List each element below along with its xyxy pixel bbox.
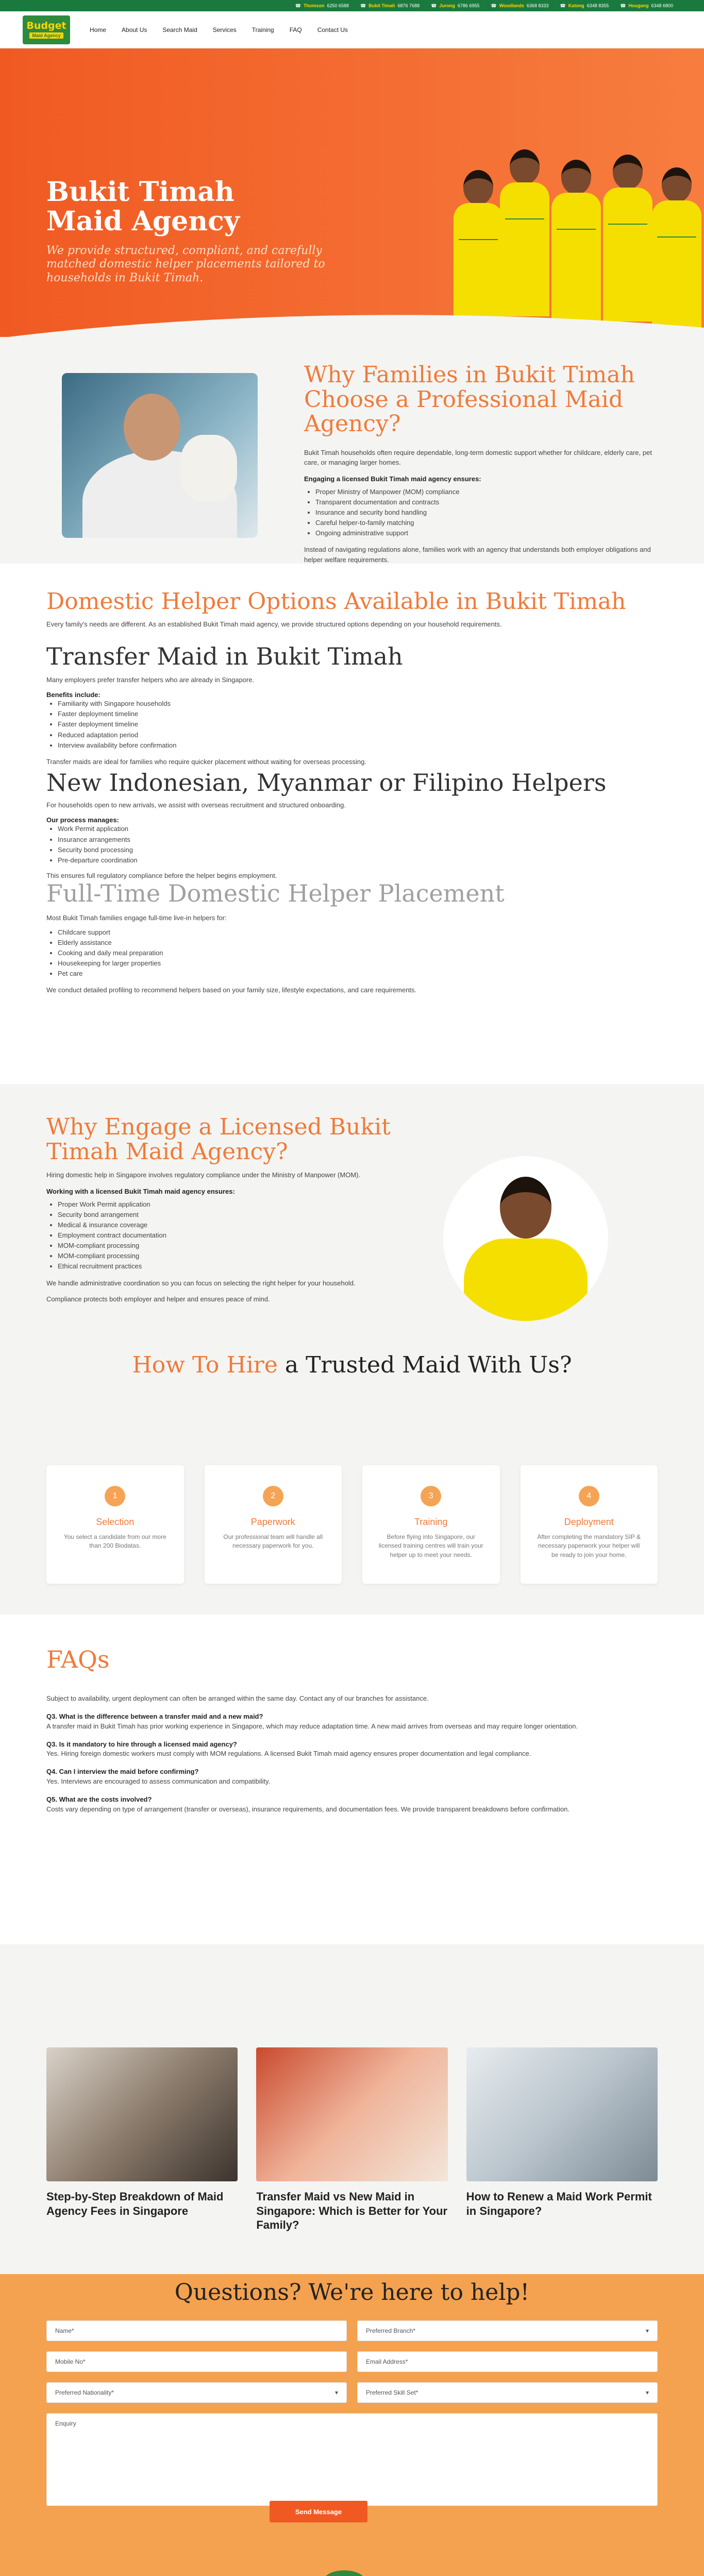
transfer-benefits-list — [46, 699, 658, 751]
list-item: • Security bond arrangement — [58, 1210, 417, 1220]
new-process-list — [46, 824, 658, 866]
new-intro: For households open to new arrivals, we assist with overseas recruitment and structured onboarding. — [46, 801, 346, 809]
hero-title: Bukit Timah Maid Agency — [46, 176, 240, 238]
faq-question: Q4. Can I interview the maid before confirming? — [46, 1768, 199, 1776]
why-engage-list — [46, 1199, 417, 1272]
branch-phone-bar — [0, 0, 704, 11]
nav-item[interactable]: About Us — [122, 26, 147, 33]
step-desc: You select a candidate from our more than 200 Biodatas. — [63, 1533, 166, 1550]
faq-answer: Costs vary depending on type of arrangement (transfer or overseas), insurance requirements, and documentation fees. We provide transparent breakdowns before confirmation. — [46, 1805, 570, 1813]
why-engage-note2: Compliance protects both employer and helper and ensures peace of mind. — [46, 1295, 270, 1303]
faq-question: Q3. What is the difference between a transfer maid and a new maid? — [46, 1712, 263, 1720]
faq-answer: A transfer maid in Bukit Timah has prior working experience in Singapore, which may reduce adaptation time. A new maid arrives from overseas and may require longer orientation. — [46, 1722, 578, 1730]
why-engage-section — [0, 1084, 704, 1445]
fulltime-intro: Most Bukit Timah families engage full-time live-in helpers for: — [46, 914, 227, 922]
list-item: • Cooking and daily meal preparation — [58, 948, 658, 958]
fulltime-list — [46, 927, 658, 979]
topbar-branch[interactable]: ☎ Woodlands 6368 8333 — [491, 3, 549, 8]
skill-set-select[interactable]: Preferred Skill Set* ▾ — [357, 2382, 658, 2403]
list-item: • Medical & insurance coverage — [58, 1220, 417, 1230]
list-item: • Faster deployment timeline — [58, 709, 658, 719]
list-item: • Employment contract documentation — [58, 1230, 417, 1241]
list-item: • Interview availability before confirmation — [58, 740, 658, 751]
list-item: • Housekeeping for larger properties — [58, 958, 658, 969]
faq-answer: Subject to availability, urgent deployment can often be arranged within the same day. Contact any of our branches for assistance. — [46, 1694, 429, 1702]
list-item: • MOM-compliant processing — [58, 1251, 417, 1261]
send-message-button[interactable]: Send Message — [270, 2501, 367, 2522]
enquiry-textarea[interactable]: Enquiry — [46, 2413, 658, 2506]
maid-portrait — [443, 1156, 608, 1321]
faq-title: FAQs — [46, 1646, 110, 1673]
fulltime-outro: We conduct detailed profiling to recommend helpers based on your family size, lifestyle expectations, and care requirements. — [46, 986, 417, 994]
helper-care-photo — [62, 373, 258, 538]
blog-section — [0, 1944, 704, 2274]
faq-item[interactable] — [46, 1740, 658, 1759]
topbar-branch[interactable]: ☎ Bukit Timah 6876 7688 — [360, 3, 420, 8]
why-engage-note1: We handle administrative coordination so you can focus on selecting the right helper for your household. — [46, 1279, 356, 1287]
step-title: Deployment — [564, 1517, 614, 1527]
faq-item[interactable] — [46, 1694, 658, 1704]
list-item: • Pet care — [58, 969, 658, 979]
nav-item[interactable]: Training — [252, 26, 274, 33]
step-number: 2 — [263, 1486, 283, 1506]
new-helpers-title: New Indonesian, Myanmar or Filipino Helpers — [46, 769, 607, 797]
hero-banner — [0, 48, 704, 337]
enquiry-form — [46, 2320, 658, 2516]
blog-card-image — [46, 2047, 238, 2181]
blog-card[interactable] — [466, 2047, 658, 2232]
benefits-label: Benefits include: — [46, 691, 100, 699]
list-item: • Careful helper-to-family matching — [315, 518, 665, 528]
nationality-select[interactable]: Preferred Nationality* ▾ — [46, 2382, 347, 2403]
why-families-title: Why Families in Bukit Timah Choose a Professional Maid Agency? — [304, 362, 635, 437]
name-field[interactable]: Name* — [46, 2320, 347, 2341]
hero-maids-photo — [454, 90, 704, 337]
mobile-field[interactable]: Mobile No* — [46, 2351, 347, 2372]
faq-item[interactable] — [46, 1712, 658, 1732]
hire-step-card — [362, 1465, 500, 1584]
hire-step-card — [521, 1465, 658, 1584]
why-families-lead: Engaging a licensed Bukit Timah maid agency ensures: — [304, 474, 481, 483]
hire-step-card — [205, 1465, 342, 1584]
nav-item[interactable]: Home — [90, 26, 107, 33]
faq-question: Q5. What are the costs involved? — [46, 1795, 152, 1803]
preferred-branch-select[interactable]: Preferred Branch* ▾ — [357, 2320, 658, 2341]
list-item: • Pre-departure coordination — [58, 855, 658, 866]
why-engage-lead: Working with a licensed Bukit Timah maid agency ensures: — [46, 1187, 235, 1195]
how-to-hire-heading: How To Hire a Trusted Maid With Us? — [132, 1352, 572, 1378]
process-label: Our process manages: — [46, 816, 119, 824]
phone-icon: ☎ — [491, 3, 497, 8]
list-item: • Insurance and security bond handling — [315, 507, 665, 518]
step-title: Training — [414, 1517, 448, 1527]
faq-answer: Yes. Hiring foreign domestic workers must comply with MOM regulations. A licensed Bukit Timah maid agency ensures proper documentation and legal compliance. — [46, 1750, 531, 1758]
phone-icon: ☎ — [431, 3, 437, 8]
list-item: • Proper Ministry of Manpower (MOM) compliance — [315, 487, 665, 497]
logo-line1: Budget — [26, 20, 66, 31]
email-field[interactable]: Email Address* — [357, 2351, 658, 2372]
blog-card-title[interactable]: Transfer Maid vs New Maid in Singapore: Which is Better for Your Family? — [256, 2190, 448, 2231]
logo-line2: Maid Agency — [29, 32, 63, 39]
topbar-branch[interactable]: ☎ Katong 6348 8355 — [560, 3, 609, 8]
nav-item[interactable]: FAQ — [289, 26, 302, 33]
nav-item[interactable]: Search Maid — [162, 26, 197, 33]
list-item: • Transparent documentation and contracts — [315, 497, 665, 507]
blog-card-title[interactable]: Step-by-Step Breakdown of Maid Agency Fees in Singapore — [46, 2190, 224, 2217]
chevron-down-icon: ▾ — [334, 2389, 338, 2396]
hero-subtitle: We provide structured, compliant, and carefully matched domestic helper placements tailored to households in Bukit Timah. — [46, 244, 325, 284]
blog-card-image — [256, 2047, 447, 2181]
topbar-branch[interactable]: ☎ Thomson 6250 6588 — [295, 3, 349, 8]
helper-options-section — [0, 564, 704, 1084]
blog-card[interactable] — [46, 2047, 238, 2232]
blog-card[interactable] — [256, 2047, 447, 2232]
phone-icon: ☎ — [360, 3, 366, 8]
why-engage-title: Why Engage a Licensed Bukit Timah Maid Agency? — [46, 1114, 391, 1165]
nav-item[interactable]: Contact Us — [317, 26, 348, 33]
topbar-branch[interactable]: ☎ Hougang 6348 6800 — [620, 3, 673, 8]
why-families-intro: Bukit Timah households often require dependable, long-term domestic support whether for childcare, elderly care, pet care, or managing larger homes. — [304, 448, 652, 467]
faq-answer: Yes. Interviews are encouraged to assess communication and compatibility. — [46, 1777, 271, 1786]
list-item: • Proper Work Permit application — [58, 1199, 417, 1210]
hero-wave-divider — [0, 307, 704, 337]
list-item: • Elderly assistance — [58, 938, 658, 948]
transfer-outro: Transfer maids are ideal for families who require quicker placement without waiting for overseas processing. — [46, 757, 366, 766]
transfer-intro: Many employers prefer transfer helpers who are already in Singapore. — [46, 675, 255, 684]
site-logo[interactable] — [23, 15, 70, 44]
why-families-section — [0, 337, 704, 564]
faq-section — [0, 1615, 704, 1944]
list-item: • Work Permit application — [58, 824, 658, 834]
list-item: • Faster deployment timeline — [58, 719, 658, 730]
list-item: • Insurance arrangements — [58, 835, 658, 845]
list-item: • Ethical recruitment practices — [58, 1261, 417, 1272]
why-engage-intro: Hiring domestic help in Singapore involves regulatory compliance under the Ministry of Manpower (MOM). — [46, 1171, 361, 1179]
blog-card-image — [466, 2047, 658, 2181]
faq-question: Q3. Is it mandatory to hire through a licensed maid agency? — [46, 1740, 237, 1748]
contact-form-section — [0, 2274, 704, 2576]
phone-icon: ☎ — [560, 3, 566, 8]
faq-item[interactable] — [46, 1795, 658, 1815]
list-item: • Ongoing administrative support — [315, 528, 665, 538]
options-intro: Every family's needs are different. As an established Bukit Timah maid agency, we provide structured options depending on your household requirements. — [46, 620, 502, 628]
hire-step-card — [46, 1465, 184, 1584]
chevron-down-icon: ▾ — [645, 2327, 649, 2334]
why-families-outro: Instead of navigating regulations alone, families work with an agency that understands both employer obligations and helper welfare requirements. — [304, 546, 651, 564]
phone-icon: ☎ — [620, 3, 626, 8]
transfer-maid-title: Transfer Maid in Bukit Timah — [46, 642, 403, 671]
nav-item[interactable]: Services — [212, 26, 237, 33]
fulltime-title: Full-Time Domestic Helper Placement — [46, 879, 505, 908]
main-nav — [90, 26, 348, 33]
list-item: • Childcare support — [58, 927, 658, 938]
topbar-branch[interactable]: ☎ Jurong 6786 6955 — [431, 3, 480, 8]
phone-icon: ☎ — [295, 3, 301, 8]
step-title: Paperwork — [250, 1517, 295, 1527]
blog-card-title[interactable]: How to Renew a Maid Work Permit in Singapore? — [466, 2190, 652, 2217]
site-header — [0, 11, 704, 48]
contact-form-title: Questions? We're here to help! — [174, 2279, 530, 2306]
step-number: 4 — [579, 1486, 599, 1506]
step-desc: Our professional team will handle all necessary paperwork for you. — [223, 1533, 323, 1550]
step-desc: Before flying into Singapore, our licensed training centres will train your helper up to meet your needs. — [378, 1533, 483, 1558]
step-title: Selection — [96, 1517, 135, 1527]
why-families-list — [304, 487, 665, 539]
list-item: • Security bond processing — [58, 845, 658, 855]
new-outro: This ensures full regulatory compliance before the helper begins employment. — [46, 871, 277, 879]
faq-item[interactable] — [46, 1767, 658, 1787]
chevron-down-icon: ▾ — [645, 2389, 649, 2396]
step-desc: After completing the mandatory SIP & necessary paperwork your helper will be ready to join your home. — [537, 1533, 641, 1558]
mascot-illustration — [313, 2563, 375, 2576]
list-item: • Familiarity with Singapore households — [58, 699, 658, 709]
list-item: • Reduced adaptation period — [58, 730, 658, 740]
hire-steps-section — [0, 1445, 704, 1615]
list-item: • MOM-compliant processing — [58, 1241, 417, 1251]
step-number: 3 — [421, 1486, 441, 1506]
step-number: 1 — [105, 1486, 125, 1506]
options-title: Domestic Helper Options Available in Bukit Timah — [46, 588, 626, 615]
